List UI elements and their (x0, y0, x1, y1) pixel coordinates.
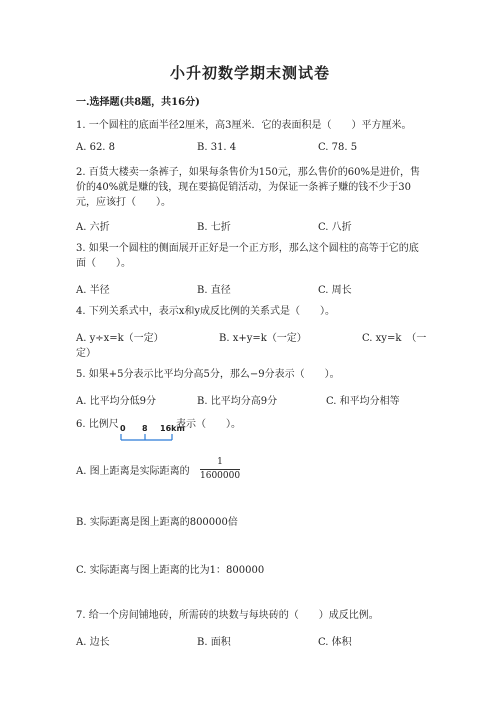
q6-option-a-fraction (200, 457, 240, 482)
question-2-line-1: 2. 百货大楼卖一条裤子，如果每条售价为150元，那么售价的60%是进价，售 (76, 167, 421, 178)
q3-option-b: B. 直径 (197, 285, 231, 296)
question-1: 1. 一个圆柱的底面半径2厘米，高3厘米．它的表面积是（ ）平方厘米。 (76, 120, 412, 131)
q4-option-c-wrap: 定） (76, 348, 96, 359)
q4-option-b: B. x+y=k（一定） (219, 333, 307, 344)
scale-label-16km: 16km (160, 424, 185, 433)
q1-option-b: B. 31. 4 (197, 142, 237, 153)
fraction-bar (200, 469, 240, 470)
q1-option-a: A. 62. 8 (76, 142, 116, 153)
scale-bar (118, 422, 185, 442)
scale-label-0: 0 (120, 424, 126, 433)
question-3-line-2: 面（ ）。 (76, 258, 131, 269)
q7-option-b: B. 面积 (197, 637, 231, 648)
q5-option-c: C. 和平均分相等 (326, 396, 400, 407)
q7-option-c: C. 体积 (318, 637, 352, 648)
section-heading: 一.选择题(共8题，共16分) (76, 97, 200, 108)
scale-label-8: 8 (142, 424, 148, 433)
q6-option-b: B. 实际距离是图上距离的800000倍 (76, 517, 238, 528)
q5-option-a: A. 比平均分低9分 (76, 396, 156, 407)
question-6-suffix: 表示（ ）。 (176, 419, 241, 430)
question-6-prefix: 6. 比例尺 (76, 419, 119, 430)
fraction-denominator: 1600000 (200, 471, 241, 481)
q1-option-c: C. 78. 5 (318, 142, 358, 153)
question-3-line-1: 3. 如果一个圆柱的侧面展开正好是一个正方形，那么这个圆柱的高等于它的底 (76, 243, 419, 254)
q4-option-c: C. xy=k （一 (362, 333, 427, 344)
question-2-line-3: 元，应该打（ ）。 (76, 197, 171, 208)
scale-line (118, 432, 178, 442)
q2-option-b: B. 七折 (197, 222, 231, 233)
fraction-numerator: 1 (217, 457, 223, 467)
q4-option-a: A. y÷x=k（一定） (76, 333, 164, 344)
q7-option-a: A. 边长 (76, 637, 110, 648)
q6-option-c: C. 实际距离与图上距离的比为1：800000 (76, 565, 265, 576)
q2-option-c: C. 八折 (318, 222, 352, 233)
question-4: 4. 下列关系式中，表示x和y成反比例的关系式是（ ）。 (76, 306, 336, 317)
question-7: 7. 给一个房间铺地砖，所需砖的块数与每块砖的（ ）成反比例。 (76, 610, 379, 621)
q3-option-c: C. 周长 (318, 285, 352, 296)
question-5: 5. 如果+5分表示比平均分高5分，那么−9分表示（ ）。 (76, 369, 340, 380)
q3-option-a: A. 半径 (76, 285, 110, 296)
q2-option-a: A. 六折 (76, 222, 110, 233)
question-2-line-2: 价的40%就是赚的钱，现在要搞促销活动，为保证一条裤子赚的钱不少于30 (76, 182, 411, 193)
q6-option-a: A. 图上距离是实际距离的 (76, 466, 190, 477)
page-title: 小升初数学期末测试卷 (169, 64, 330, 82)
q5-option-b: B. 比平均分高9分 (197, 396, 278, 407)
